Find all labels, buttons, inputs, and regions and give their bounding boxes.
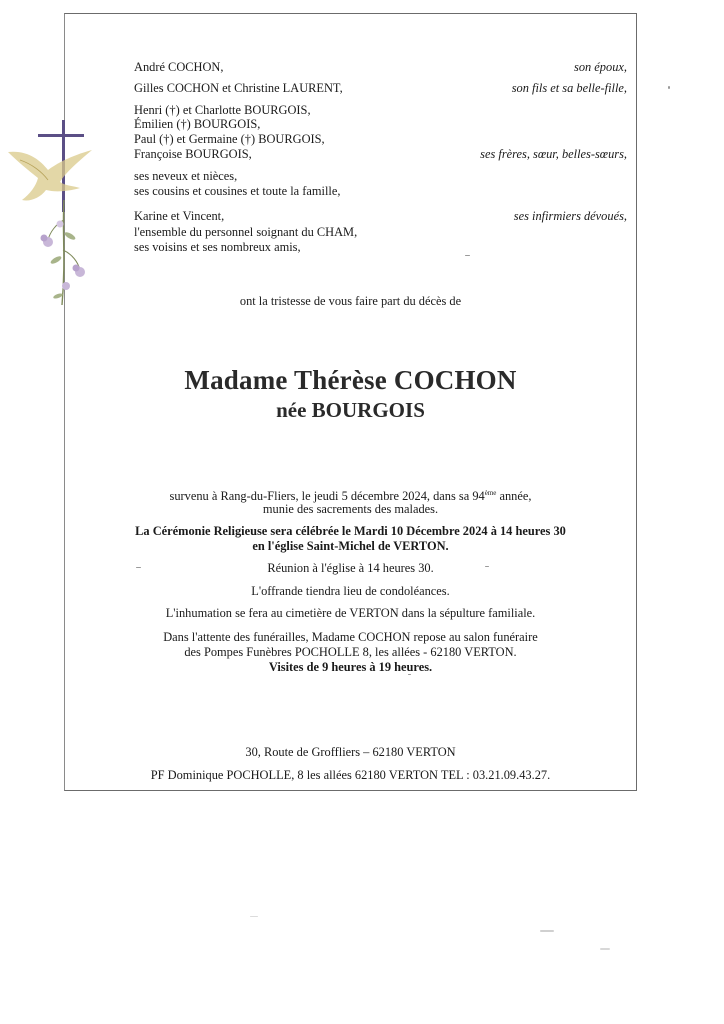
scan-speck	[485, 566, 489, 567]
family-member: Gilles COCHON et Christine LAURENT,	[134, 81, 343, 95]
scan-speck	[136, 567, 141, 568]
offering-text: L'offrande tiendra lieu de condoléances.	[251, 584, 450, 598]
family-address: 30, Route de Groffliers – 62180 VERTON	[245, 745, 456, 759]
death-details-end: année,	[496, 489, 532, 504]
deceased-name: Madame Thérèse COCHON	[184, 365, 517, 395]
family-member: Karine et Vincent,	[134, 209, 225, 223]
scan-speck	[600, 948, 610, 950]
family-member: Émilien (†) BOURGOIS,	[134, 117, 261, 131]
ceremony-location: en l'église Saint-Michel de VERTON.	[252, 539, 449, 553]
meeting-text: Réunion à l'église à 14 heures 30.	[267, 561, 434, 575]
scan-speck	[668, 86, 670, 89]
sacraments-text: munie des sacrements des malades.	[262, 502, 439, 516]
scan-speck	[250, 916, 258, 917]
family-member: Paul (†) et Germaine (†) BOURGOIS,	[134, 132, 325, 146]
family-relation: ses infirmiers dévoués,	[513, 209, 627, 223]
rest-location: des Pompes Funèbres POCHOLLE 8, les allées - 62180 VERTON.	[184, 645, 517, 659]
scan-speck	[540, 930, 554, 932]
family-member: Henri (†) et Charlotte BOURGOIS,	[134, 103, 311, 117]
death-details-main: survenu à Rang-du-Fliers, le jeudi 5 décembre 2024, dans sa 94	[169, 489, 485, 504]
family-member: ses voisins et ses nombreux amis,	[134, 240, 301, 254]
funeral-home-contact: PF Dominique POCHOLLE, 8 les allées 62180 VERTON TEL : 03.21.09.43.27.	[150, 768, 551, 782]
family-member: ses neveux et nièces,	[134, 169, 238, 183]
family-member: l'ensemble du personnel soignant du CHAM,	[134, 225, 358, 239]
announcement-text: ont la tristesse de vous faire part du décès de	[239, 294, 462, 308]
death-details-superscript: ème	[484, 489, 497, 497]
visits-text: Visites de 9 heures à 19 heures.	[268, 660, 433, 674]
family-member: André COCHON,	[134, 60, 224, 74]
family-relation: ses frères, sœur, belles-sœurs,	[480, 147, 627, 161]
family-relation: son époux,	[574, 60, 627, 74]
scan-speck	[408, 674, 411, 675]
rest-text: Dans l'attente des funérailles, Madame COCHON repose au salon funéraire	[163, 630, 538, 644]
burial-text: L'inhumation se fera au cimetière de VERTON dans la sépulture familiale.	[165, 606, 536, 620]
deceased-maiden-name: née BOURGOIS	[276, 398, 425, 422]
scan-speck	[465, 255, 470, 256]
family-member: Françoise BOURGOIS,	[134, 147, 252, 161]
ceremony-text: La Cérémonie Religieuse sera célébrée le Mardi 10 Décembre 2024 à 14 heures 30	[135, 524, 566, 538]
cross-dove-flowers-icon	[0, 120, 110, 310]
family-relation: son fils et sa belle-fille,	[511, 81, 627, 95]
family-member: ses cousins et cousines et toute la famille,	[134, 184, 341, 198]
